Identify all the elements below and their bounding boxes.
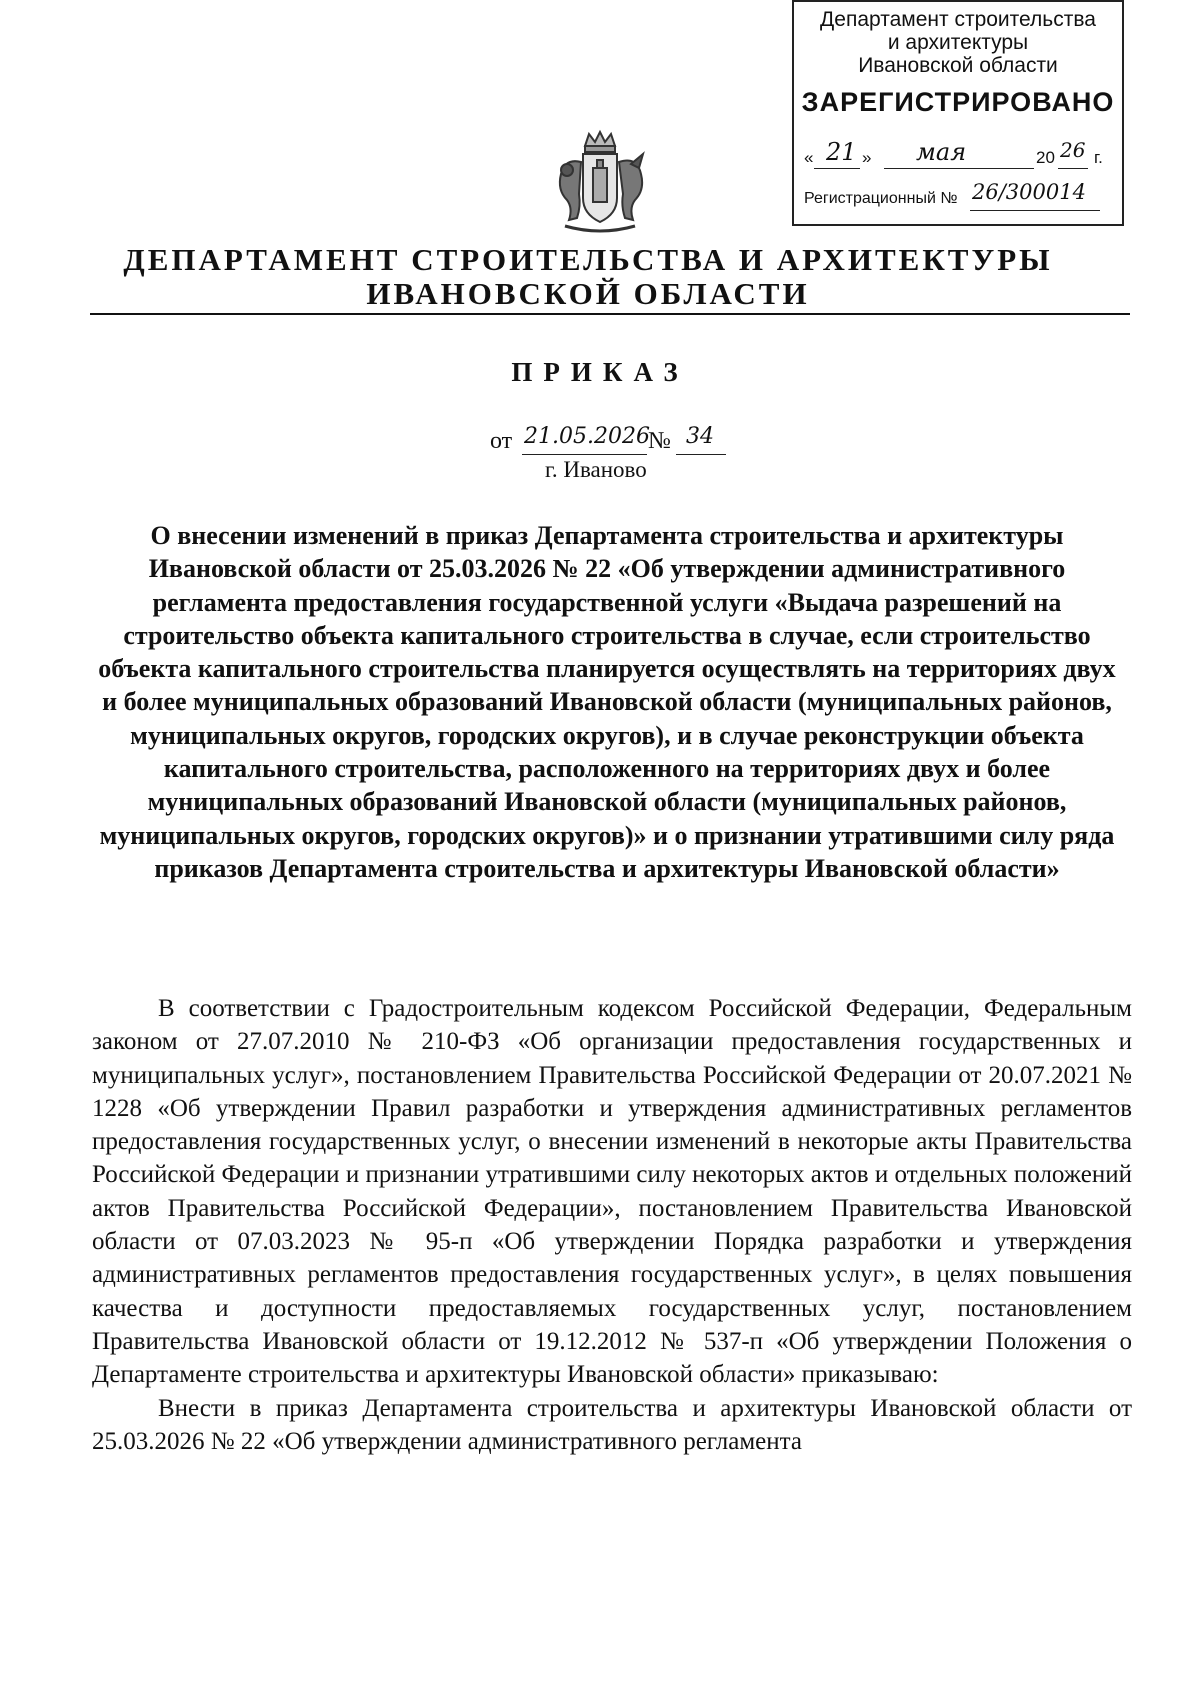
stamp-year-mark: г. <box>1094 148 1103 167</box>
stamp-org-line2: и архитектуры <box>887 31 1029 54</box>
org-name-line1: ДЕПАРТАМЕНТ СТРОИТЕЛЬСТВА И АРХИТЕКТУРЫ <box>123 242 1053 277</box>
order-body <box>92 992 1132 1458</box>
stamp-year-underline <box>1058 168 1088 169</box>
order-title: О внесении изменений в приказ Департамента строительства и архитектуры Ивановской области от 25.03.2026 № 22 «Об утверждении административного регламента предоставления государственной услуги «Выдача разрешений на строительство объекта капитального строительства в случае, если строительство объекта капитального строительства планируется осуществлять на территориях двух и более муниципальных образований Ивановской области (муниципальных районов, муниципальных округов, городских округов), и в случае реконструкции объекта капитального строительства, расположенного на территориях двух и более муниципальных образований Ивановской области (муниципальных районов, муниципальных округов, городских округов)» и о признании утратившими силу ряда приказов Департамента строительства и архитектуры Ивановской области» <box>98 521 1116 883</box>
stamp-reg-number: 26/300014 <box>972 180 1086 204</box>
stamp-quote-open: « <box>804 148 814 167</box>
body-paragraph-2: Внести в приказ Департамента строительства и архитектуры Ивановской области от 25.03.2026 № 22 «Об утверждении административного регламента <box>92 1394 1132 1455</box>
stamp-year-suffix: 26 <box>1060 138 1086 162</box>
org-name-line2: ИВАНОВСКОЙ ОБЛАСТИ <box>366 276 810 311</box>
order-date-underline <box>522 454 647 455</box>
stamp-quote-close: » <box>862 148 872 167</box>
stamp-org-line1: Департамент строительства <box>820 8 1096 31</box>
body-paragraph-1: В соответствии с Градостроительным кодексом Российской Федерации, Федеральным законом от 27.07.2010 № 210-ФЗ «Об организации предоставления государственных и муниципальных услуг», постановлением Правительства Российской Федерации от 20.07.2021 № 1228 «Об утверждении Правил разработки и утверждения административных регламентов предоставления государственных услуг, о внесении изменений в некоторые акты Правительства Российской Федерации и признании утратившими силу некоторых актов и отдельных положений актов Правительства Российской Федерации», постановлением Правительства Ивановской области от 07.03.2023 № 95-п «Об утверждении Порядка разработки и утверждения административных регламентов предоставления государственных услуг», в целях повышения качества и доступности предоставляемых государственных услуг, постановлением Правительства Ивановской области от 19.12.2012 № 537-п «Об утверждении Положения о Департаменте строительства и архитектуры Ивановской области» приказываю: <box>92 995 1132 1389</box>
stamp-date-row <box>804 138 1114 174</box>
order-number-underline <box>676 454 726 455</box>
stamp-reg-label: Регистрационный № <box>804 190 958 207</box>
stamp-day-underline <box>814 168 860 169</box>
registration-stamp <box>792 0 1124 226</box>
order-date: 21.05.2026 <box>524 424 650 449</box>
stamp-number-row <box>804 180 1114 208</box>
order-number: 34 <box>686 424 714 449</box>
header-divider <box>90 313 1130 315</box>
stamp-month-underline <box>884 168 1034 169</box>
stamp-month: мая <box>916 138 967 166</box>
order-number-label: № <box>648 428 671 454</box>
stamp-day: 21 <box>826 138 857 166</box>
coat-of-arms-icon <box>545 128 655 240</box>
stamp-registered-label: ЗАРЕГИСТРИРОВАНО <box>801 87 1115 117</box>
order-city: г. Иваново <box>545 457 647 482</box>
stamp-year-prefix: 20 <box>1036 148 1055 167</box>
stamp-number-underline <box>970 210 1100 211</box>
document-type-heading: ПРИКАЗ <box>511 357 689 387</box>
order-from-label: от <box>490 428 513 454</box>
stamp-org-line3: Ивановской области <box>858 54 1058 77</box>
